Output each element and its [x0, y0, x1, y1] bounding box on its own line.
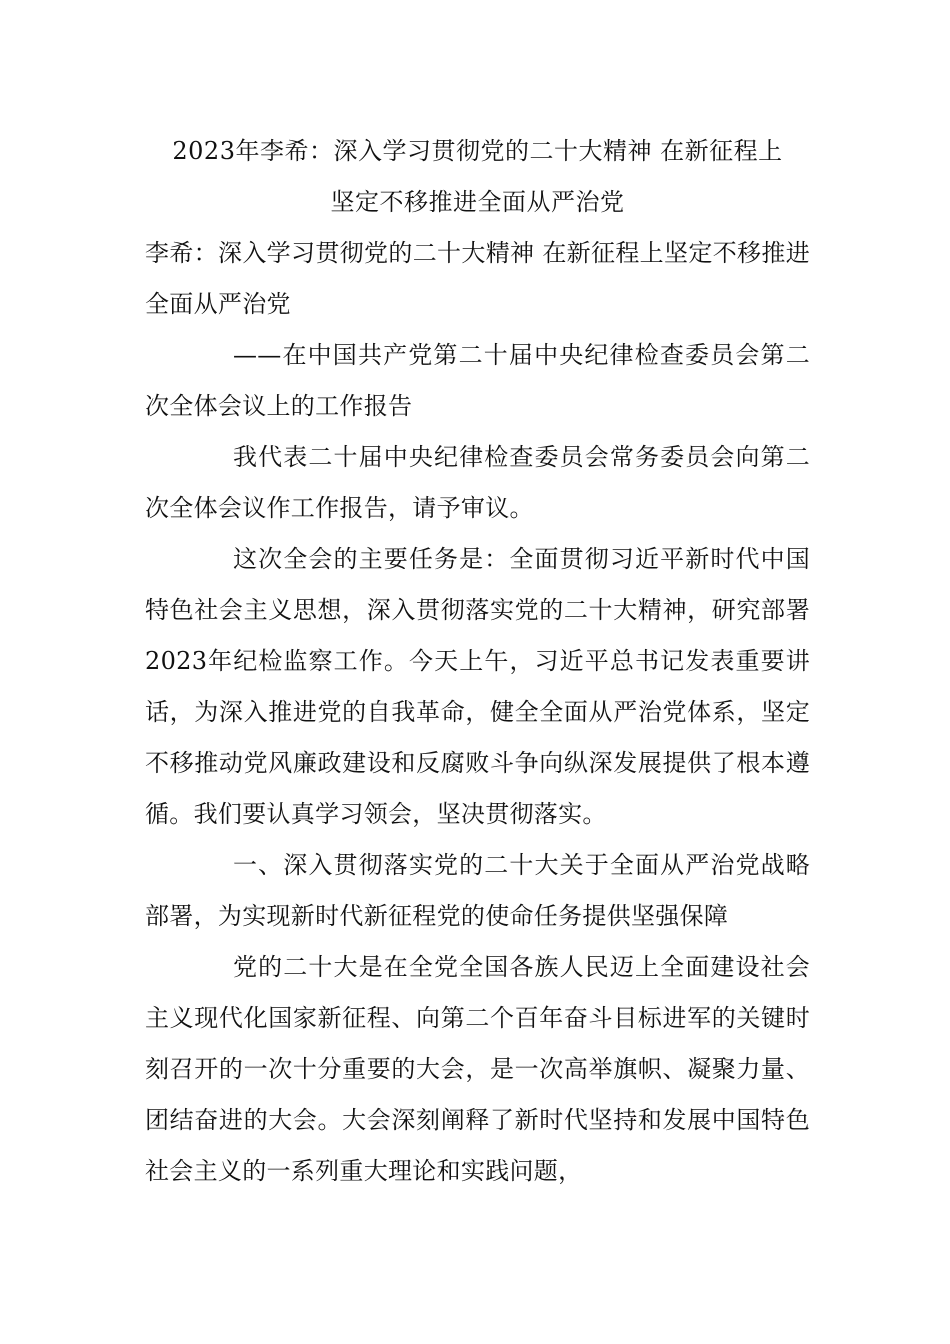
paragraph-intro: 我代表二十届中央纪律检查委员会常务委员会向第二次全体会议作工作报告，请予审议。	[145, 443, 810, 522]
paragraph-task: 这次全会的主要任务是：全面贯彻习近平新时代中国特色社会主义思想，深入贯彻落实党的二十大精神，研究部署2023年纪检监察工作。今天上午，习近平总书记发表重要讲话，为深入推进党的自我革命，健全全面从严治党体系，坚定不移推动党风廉政建设和反腐败斗争向纵深发展提供了根本遵循。我们要认真学习领会，坚决贯彻落实。	[145, 545, 810, 828]
title-line-1: 2023年李希：深入学习贯彻党的二十大精神 在新征程上	[172, 137, 783, 165]
document-title	[145, 126, 810, 228]
report-note: ——在中国共产党第二十届中央纪律检查委员会第二次全体会议上的工作报告	[145, 341, 810, 420]
title-line-2: 坚定不移推进全面从严治党	[330, 188, 625, 216]
section-heading-one: 一、深入贯彻落实党的二十大关于全面从严治党战略部署，为实现新时代新征程党的使命任务提供坚强保障	[145, 851, 810, 930]
document-subtitle: 李希：深入学习贯彻党的二十大精神 在新征程上坚定不移推进全面从严治党	[145, 239, 810, 318]
document-body	[145, 126, 810, 1197]
paragraph-congress: 党的二十大是在全党全国各族人民迈上全面建设社会主义现代化国家新征程、向第二个百年奋斗目标进军的关键时刻召开的一次十分重要的大会，是一次高举旗帜、凝聚力量、团结奋进的大会。大会深刻阐释了新时代坚持和发展中国特色社会主义的一系列重大理论和实践问题，	[145, 953, 810, 1185]
